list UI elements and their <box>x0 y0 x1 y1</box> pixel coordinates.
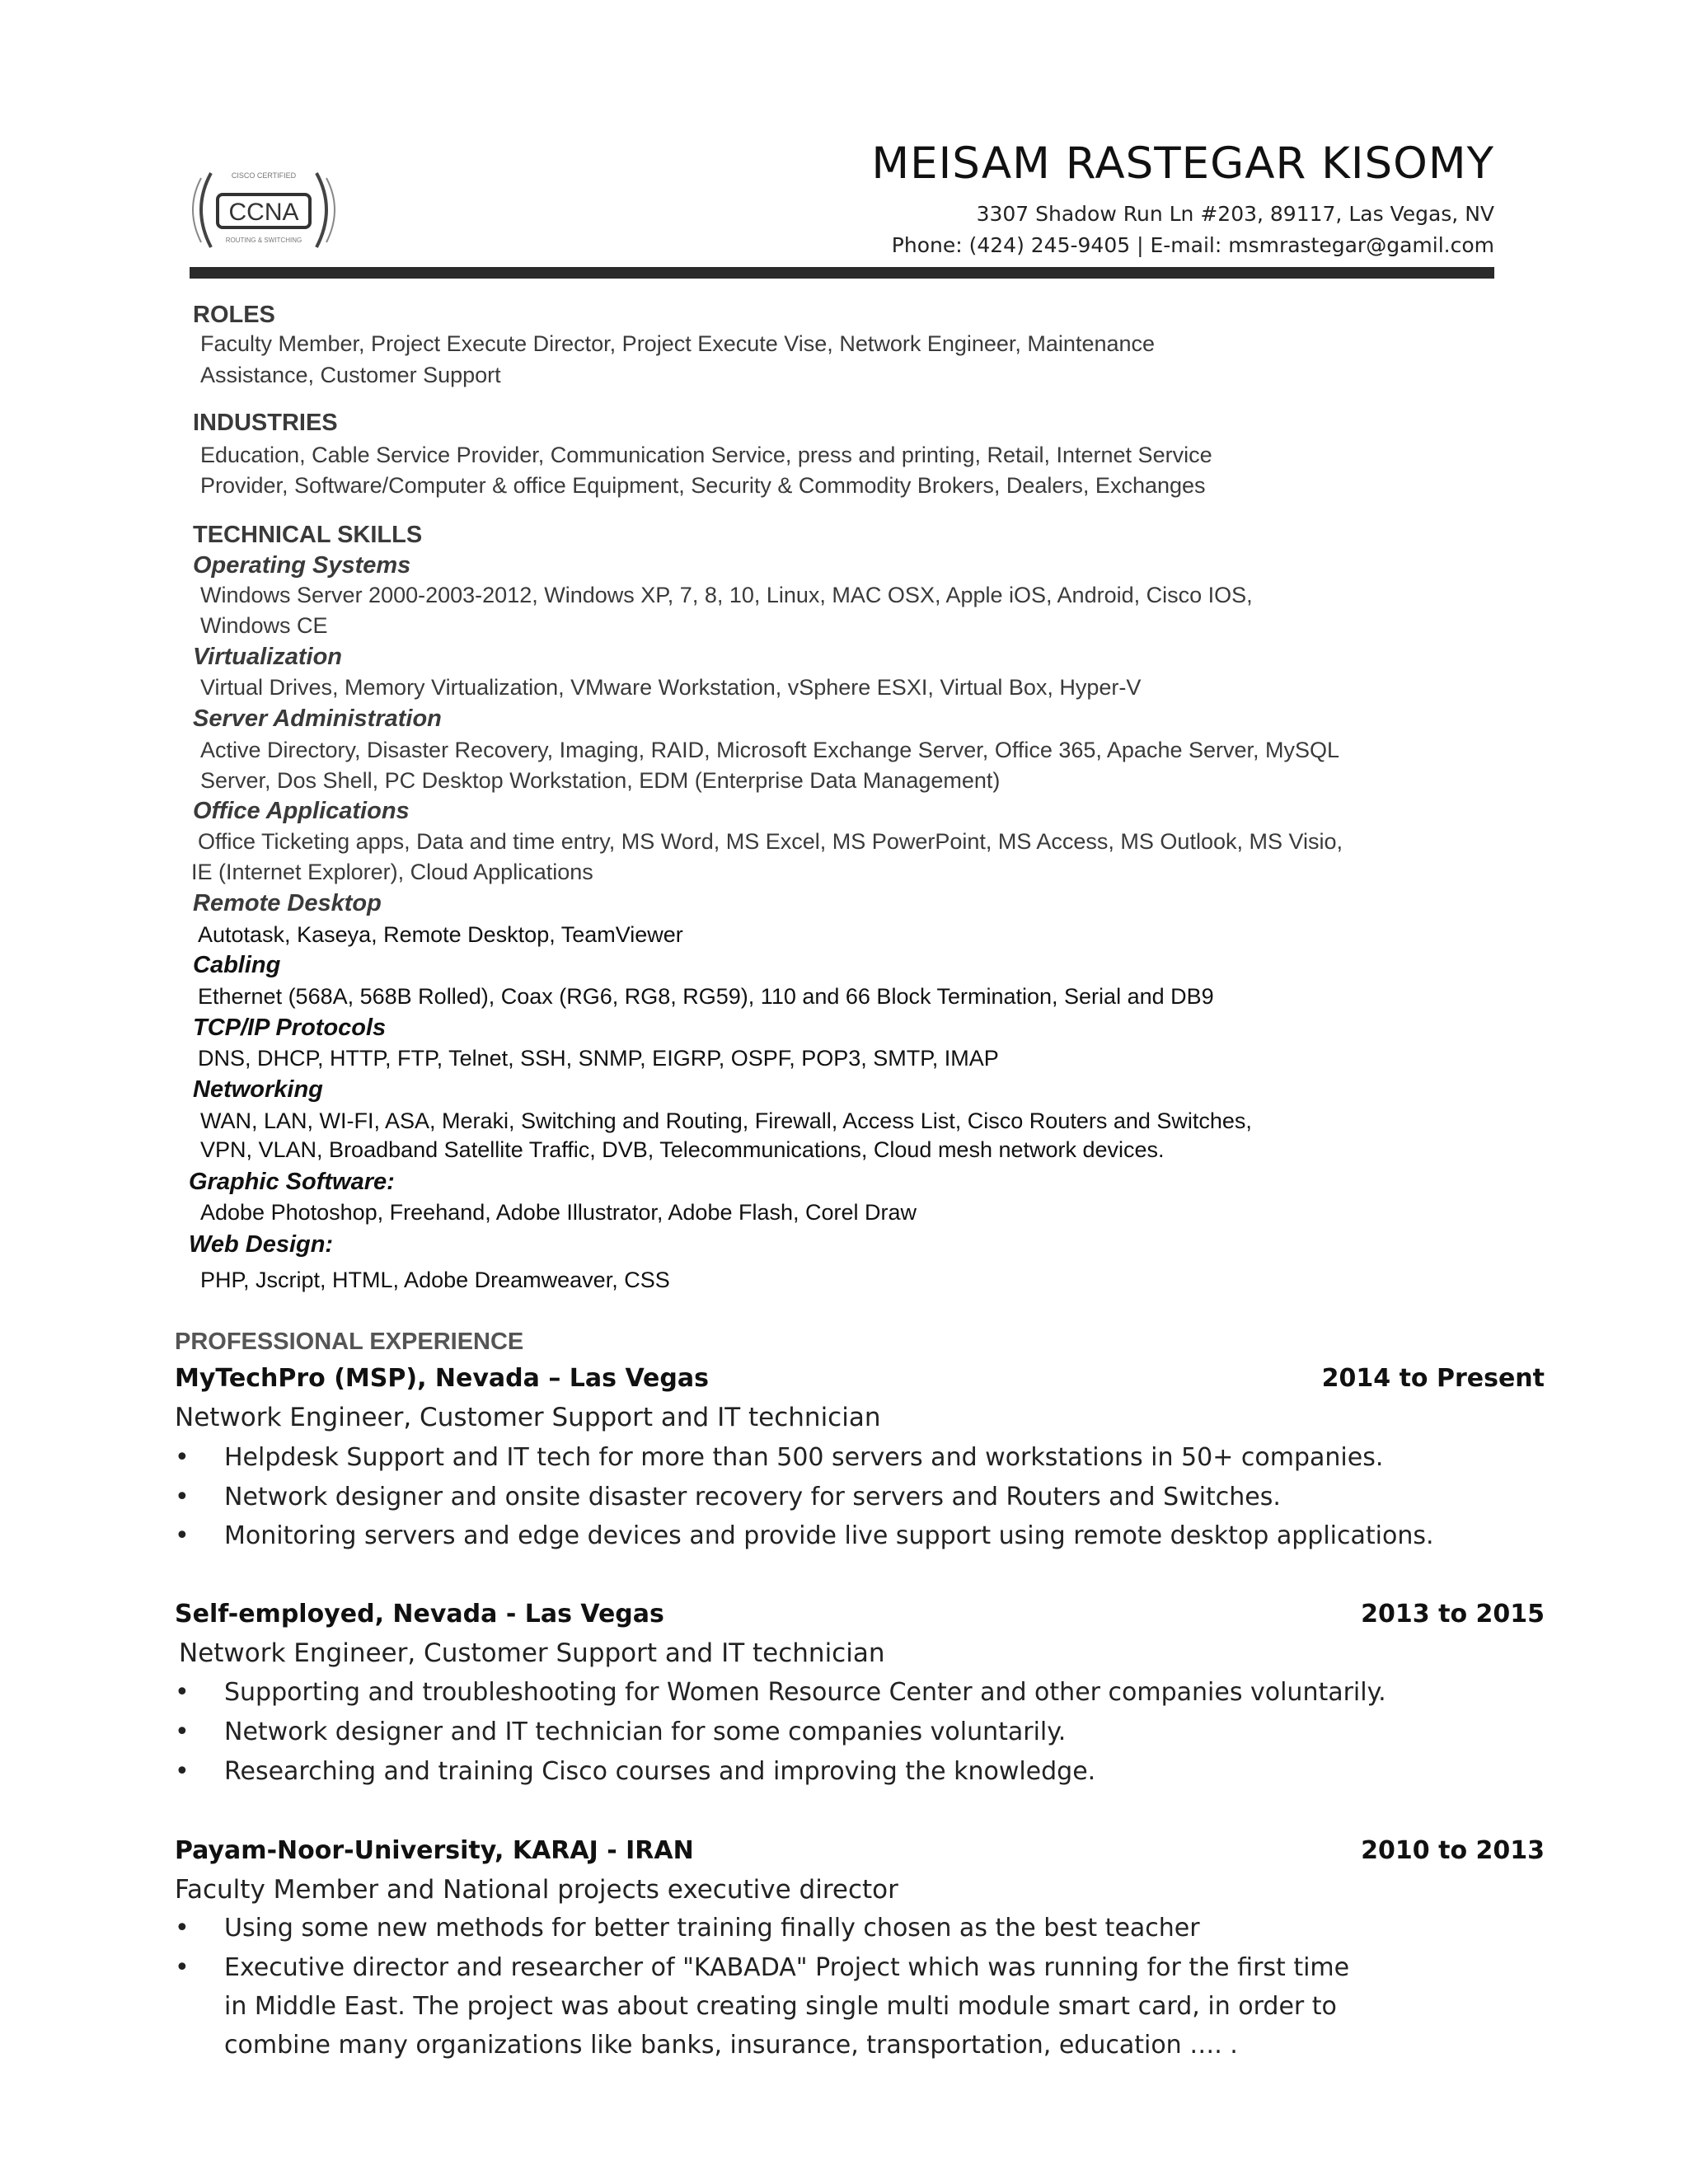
logo-top-text: CISCO CERTIFIED <box>231 171 297 180</box>
job-role: Network Engineer, Customer Support and IT technician <box>179 1638 885 1668</box>
skill-group-title: Cabling <box>193 952 281 978</box>
bullet-text: Executive director and researcher of "KABADA" Project which was running for the first time <box>224 1953 1350 1982</box>
bullet-icon: • <box>175 1953 190 1982</box>
skill-group-title: Web Design: <box>189 1231 334 1258</box>
job-bullet <box>0 1953 1688 1986</box>
bullet-icon: • <box>175 1914 190 1943</box>
industries-line: Education, Cable Service Provider, Communication Service, press and printing, Retail, Internet Service <box>200 443 1212 467</box>
job-dates: 2014 to Present <box>1321 1364 1545 1393</box>
skill-group-title: Networking <box>193 1076 323 1103</box>
job-bullet <box>0 1914 1688 1947</box>
job-dates: 2013 to 2015 <box>1361 1600 1545 1629</box>
skill-group-title: Office Applications <box>193 798 410 824</box>
job-dates: 2010 to 2013 <box>1361 1836 1545 1865</box>
ccna-badge-icon <box>186 162 341 259</box>
bullet-text: Monitoring servers and edge devices and provide live support using remote desktop applications. <box>224 1521 1434 1550</box>
industries-heading: INDUSTRIES <box>193 410 338 436</box>
job-company: MyTechPro (MSP), Nevada – Las Vegas <box>175 1364 709 1393</box>
skill-line: Ethernet (568A, 568B Rolled), Coax (RG6, RG8, RG59), 110 and 66 Block Termination, Serial and DB9 <box>198 984 1214 1009</box>
skill-line: VPN, VLAN, Broadband Satellite Traffic, DVB, Telecommunications, Cloud mesh network devices. <box>200 1137 1165 1162</box>
bullet-icon: • <box>175 1483 190 1511</box>
skill-group-title: Operating Systems <box>193 552 411 579</box>
skill-group-title: Server Administration <box>193 705 442 732</box>
technical-skills-heading: TECHNICAL SKILLS <box>193 522 423 548</box>
bullet-text: Supporting and troubleshooting for Women Resource Center and other companies voluntarily. <box>224 1678 1386 1707</box>
bullet-icon: • <box>175 1678 190 1707</box>
bullet-text: Helpdesk Support and IT tech for more than 500 servers and workstations in 50+ companies. <box>224 1443 1384 1472</box>
skill-line: Office Ticketing apps, Data and time entry, MS Word, MS Excel, MS PowerPoint, MS Access, MS Outlook, MS Visio, <box>198 829 1343 854</box>
bullet-text: Researching and training Cisco courses and improving the knowledge. <box>224 1757 1096 1786</box>
bullet-icon: • <box>175 1718 190 1746</box>
skill-line: Server, Dos Shell, PC Desktop Workstation, EDM (Enterprise Data Management) <box>200 768 1001 793</box>
skill-line: Active Directory, Disaster Recovery, Imaging, RAID, Microsoft Exchange Server, Office 365, Apache Server, MySQL <box>200 738 1340 762</box>
bullet-icon: • <box>175 1443 190 1472</box>
roles-line: Faculty Member, Project Execute Director, Project Execute Vise, Network Engineer, Maintenance <box>200 331 1156 356</box>
job-bullet <box>0 1521 1688 1554</box>
bullet-icon: • <box>175 1757 190 1786</box>
job-company: Self-employed, Nevada - Las Vegas <box>175 1600 664 1629</box>
job-bullet <box>0 1718 1688 1750</box>
job-bullet <box>0 1757 1688 1790</box>
industries-line: Provider, Software/Computer & office Equipment, Security & Commodity Brokers, Dealers, Exchanges <box>200 473 1206 498</box>
skill-line: Windows CE <box>200 613 328 638</box>
skill-line: IE (Internet Explorer), Cloud Applications <box>191 860 593 884</box>
skill-line: Virtual Drives, Memory Virtualization, VMware Workstation, vSphere ESXI, Virtual Box, Hyper-V <box>200 675 1142 700</box>
skill-line: Autotask, Kaseya, Remote Desktop, TeamViewer <box>198 922 683 947</box>
bullet-text: Network designer and IT technician for some companies voluntarily. <box>224 1718 1067 1746</box>
ccna-logo <box>186 162 341 259</box>
roles-heading: ROLES <box>193 302 275 328</box>
experience-heading: PROFESSIONAL EXPERIENCE <box>175 1329 524 1355</box>
contact-info: Phone: (424) 245-9405 | E-mail: msmrastegar@gamil.com <box>891 233 1494 257</box>
bullet-icon: • <box>175 1521 190 1550</box>
bullet-continuation: combine many organizations like banks, insurance, transportation, education …. . <box>224 2031 1238 2060</box>
skill-group-title: Virtualization <box>193 644 342 670</box>
skill-line: WAN, LAN, WI-FI, ASA, Meraki, Switching and Routing, Firewall, Access List, Cisco Routers and Switches, <box>200 1108 1252 1133</box>
skill-group-title: Remote Desktop <box>193 890 382 916</box>
bullet-text: Network designer and onsite disaster recovery for servers and Routers and Switches. <box>224 1483 1281 1511</box>
skill-line: Windows Server 2000-2003-2012, Windows XP, 7, 8, 10, Linux, MAC OSX, Apple iOS, Android, Cisco IOS, <box>200 583 1253 607</box>
logo-bottom-text: ROUTING & SWITCHING <box>225 237 302 244</box>
skill-group-title: TCP/IP Protocols <box>193 1015 387 1041</box>
job-company: Payam-Noor-University, KARAJ - IRAN <box>175 1836 694 1865</box>
skill-line: PHP, Jscript, HTML, Adobe Dreamweaver, CSS <box>200 1268 670 1292</box>
candidate-name: MEISAM RASTEGAR KISOMY <box>871 138 1494 189</box>
bullet-continuation: in Middle East. The project was about creating single multi module smart card, in order to <box>224 1992 1337 2021</box>
logo-text: CCNA <box>228 199 299 226</box>
job-role: Network Engineer, Customer Support and IT technician <box>175 1403 881 1432</box>
address: 3307 Shadow Run Ln #203, 89117, Las Vegas, NV <box>976 202 1494 226</box>
skill-line: Adobe Photoshop, Freehand, Adobe Illustrator, Adobe Flash, Corel Draw <box>200 1200 917 1225</box>
job-bullet <box>0 1443 1688 1476</box>
roles-line: Assistance, Customer Support <box>200 363 501 387</box>
skill-line: DNS, DHCP, HTTP, FTP, Telnet, SSH, SNMP, EIGRP, OSPF, POP3, SMTP, IMAP <box>198 1046 999 1071</box>
job-bullet <box>0 1483 1688 1516</box>
job-role: Faculty Member and National projects executive director <box>175 1875 898 1905</box>
skill-group-title: Graphic Software: <box>189 1169 395 1195</box>
job-bullet <box>0 1678 1688 1711</box>
header-divider <box>190 267 1494 279</box>
bullet-text: Using some new methods for better training finally chosen as the best teacher <box>224 1914 1200 1943</box>
